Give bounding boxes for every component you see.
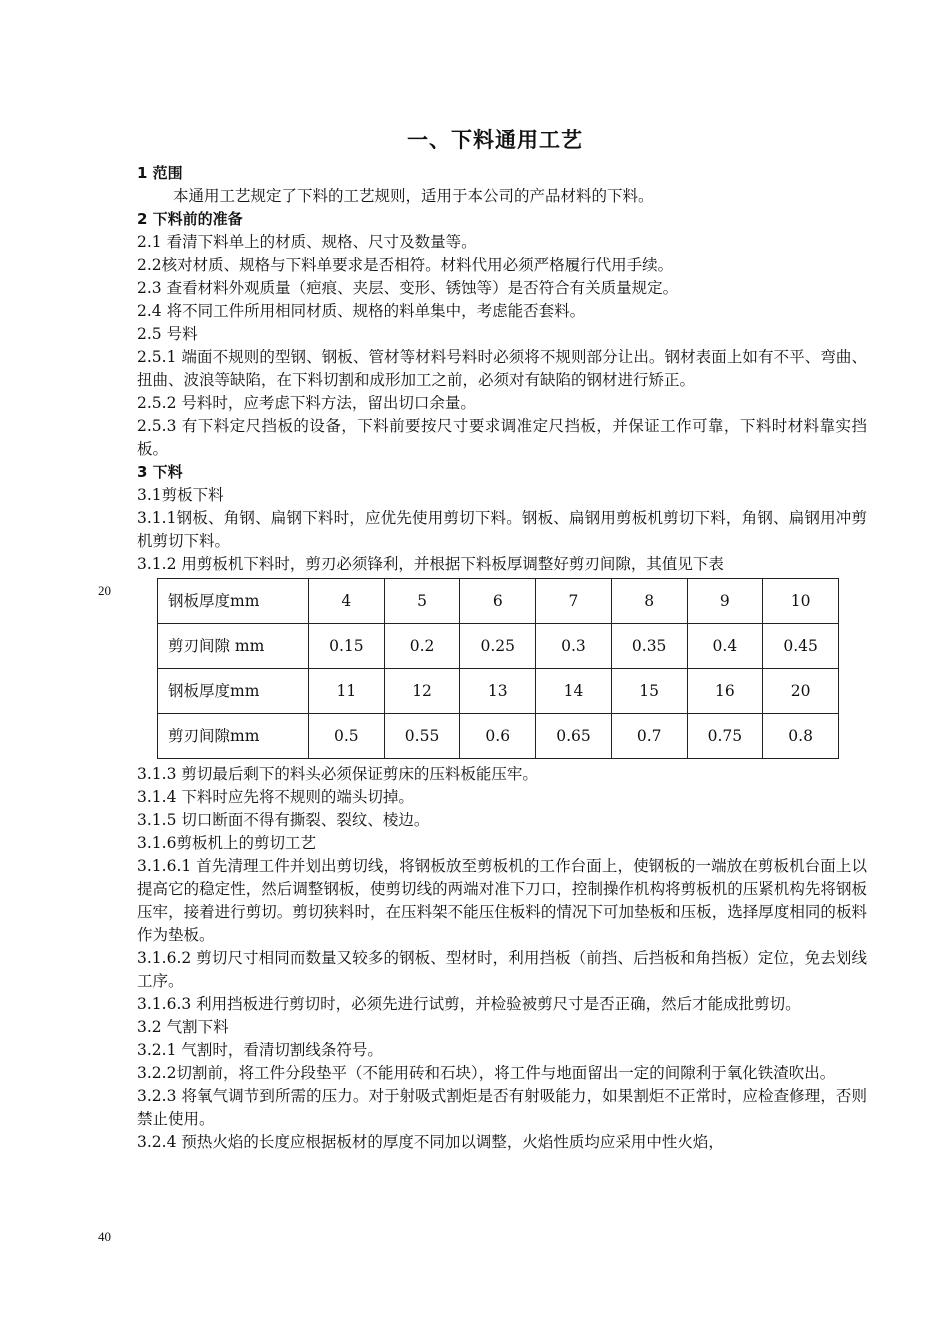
paragraph-line: 3.1.3 剪切最后剩下的料头必须保证剪床的压料板能压牢。 [137, 765, 538, 783]
page-title: 一、下料通用工艺 [407, 128, 583, 152]
table-cell: 0.6 [460, 714, 536, 759]
text-before-table [137, 162, 867, 576]
table-cell: 0.35 [611, 624, 687, 669]
table-row [158, 669, 839, 714]
paragraph-line: 2.1 看清下料单上的材质、规格、尺寸及数量等。 [137, 233, 477, 251]
paragraph-line: 3.2.3 将氧气调节到所需的压力。对于射吸式割炬是否有射吸能力，如果割炬不正常时，应检查修理，否则禁止使用。 [137, 1087, 867, 1128]
paragraph-line: 3.1.6.3 利用挡板进行剪切时，必须先进行试剪，并检验被剪尺寸是否正确，然后才能成批剪切。 [137, 995, 801, 1013]
table-cell: 0.8 [763, 714, 839, 759]
table-cell: 4 [309, 579, 385, 624]
paragraph-line: 2.4 将不同工件所用相同材质、规格的料单集中，考虑能否套料。 [137, 302, 586, 320]
table-cell: 0.75 [687, 714, 763, 759]
table-cell: 0.25 [460, 624, 536, 669]
paragraph-line: 3.1.6.1 首先清理工件并划出剪切线，将钢板放至剪板机的工作台面上，使钢板的一端放在剪板机台面上以提高它的稳定性，然后调整钢板，使剪切线的两端对准下刀口，控制操作机构将剪板机的压紧机构先将钢板压牢，接着进行剪切。剪切狭料时，在压料架不能压住板料的情况下可加垫板和压板，选择厚度相同的板料作为垫板。 [137, 857, 867, 944]
document-body [137, 162, 867, 1154]
shear-gap-table [157, 578, 839, 759]
table-cell: 0.45 [763, 624, 839, 669]
paragraph-line: 3.1剪板下料 [137, 486, 224, 504]
table-row [158, 714, 839, 759]
paragraph-line: 2.3 查看材料外观质量（疤痕、夹层、变形、锈蚀等）是否符合有关质量规定。 [137, 279, 679, 297]
table-cell: 7 [536, 579, 612, 624]
table-row [158, 579, 839, 624]
paragraph-line: 2.5 号料 [137, 325, 198, 343]
table-cell: 0.2 [384, 624, 460, 669]
table-cell: 0.65 [536, 714, 612, 759]
section-heading: 2 下料前的准备 [137, 210, 243, 228]
table-cell: 20 [763, 669, 839, 714]
table-cell: 0.4 [687, 624, 763, 669]
paragraph-line: 2.5.2 号料时，应考虑下料方法，留出切口余量。 [137, 394, 476, 412]
table-cell: 0.55 [384, 714, 460, 759]
row-label: 钢板厚度mm [158, 669, 309, 714]
paragraph-line: 3.1.5 切口断面不得有撕裂、裂纹、棱边。 [137, 811, 430, 829]
table-cell: 12 [384, 669, 460, 714]
row-label: 剪刃间隙 mm [158, 624, 309, 669]
paragraph-line: 3.2.4 预热火焰的长度应根据板材的厚度不同加以调整，火焰性质均应采用中性火焰， [137, 1133, 724, 1151]
table-cell: 16 [687, 669, 763, 714]
paragraph-line: 3.1.2 用剪板机下料时，剪刃必须锋利，并根据下料板厚调整好剪刃间隙，其值见下表 [137, 555, 724, 573]
margin-line-number-20: 20 [98, 583, 111, 598]
table-cell: 14 [536, 669, 612, 714]
table-cell: 13 [460, 669, 536, 714]
section-heading: 1 范围 [137, 164, 183, 182]
paragraph-line: 3.1.1钢板、角钢、扁钢下料时，应优先使用剪切下料。钢板、扁钢用剪板机剪切下料，角钢、扁钢用冲剪机剪切下料。 [137, 509, 867, 550]
paragraph-line: 3.1.6剪板机上的剪切工艺 [137, 834, 316, 852]
margin-line-number-40: 40 [98, 1229, 111, 1244]
table-cell: 9 [687, 579, 763, 624]
table-row [158, 624, 839, 669]
paragraph-line: 3.1.6.2 剪切尺寸相同而数量又较多的钢板、型材时，利用挡板（前挡、后挡板和角挡板）定位，免去划线工序。 [137, 949, 867, 990]
table-cell: 10 [763, 579, 839, 624]
paragraph-line: 3.2.2切割前，将工件分段垫平（不能用砖和石块），将工件与地面留出一定的间隙利于氧化铁渣吹出。 [137, 1064, 836, 1082]
paragraph-line: 2.5.3 有下料定尺挡板的设备，下料前要按尺寸要求调准定尺挡板，并保证工作可靠，下料时材料靠实挡板。 [137, 417, 867, 458]
text-after-table [137, 763, 867, 1154]
paragraph-line: 3.2.1 气割时，看清切割线条符号。 [137, 1041, 383, 1059]
paragraph-line: 2.5.1 端面不规则的型钢、钢板、管材等材料号料时必须将不规则部分让出。钢材表面上如有不平、弯曲、扭曲、波浪等缺陷，在下料切割和成形加工之前，必须对有缺陷的钢材进行矫正。 [137, 348, 867, 389]
row-label: 钢板厚度mm [158, 579, 309, 624]
table-cell: 0.7 [611, 714, 687, 759]
paragraph-line: 本通用工艺规定了下料的工艺规则，适用于本公司的产品材料的下料。 [173, 187, 654, 205]
paragraph-line: 2.2核对材质、规格与下料单要求是否相符。材料代用必须严格履行代用手续。 [137, 256, 674, 274]
table-cell: 5 [384, 579, 460, 624]
row-label: 剪刃间隙mm [158, 714, 309, 759]
table-cell: 0.3 [536, 624, 612, 669]
table-cell: 0.5 [309, 714, 385, 759]
table-cell: 11 [309, 669, 385, 714]
table-cell: 8 [611, 579, 687, 624]
paragraph-line: 3.1.4 下料时应先将不规则的端头切掉。 [137, 788, 414, 806]
table-cell: 0.15 [309, 624, 385, 669]
section-heading: 3 下料 [137, 463, 183, 481]
paragraph-line: 3.2 气割下料 [137, 1018, 229, 1036]
table-cell: 6 [460, 579, 536, 624]
table-cell: 15 [611, 669, 687, 714]
